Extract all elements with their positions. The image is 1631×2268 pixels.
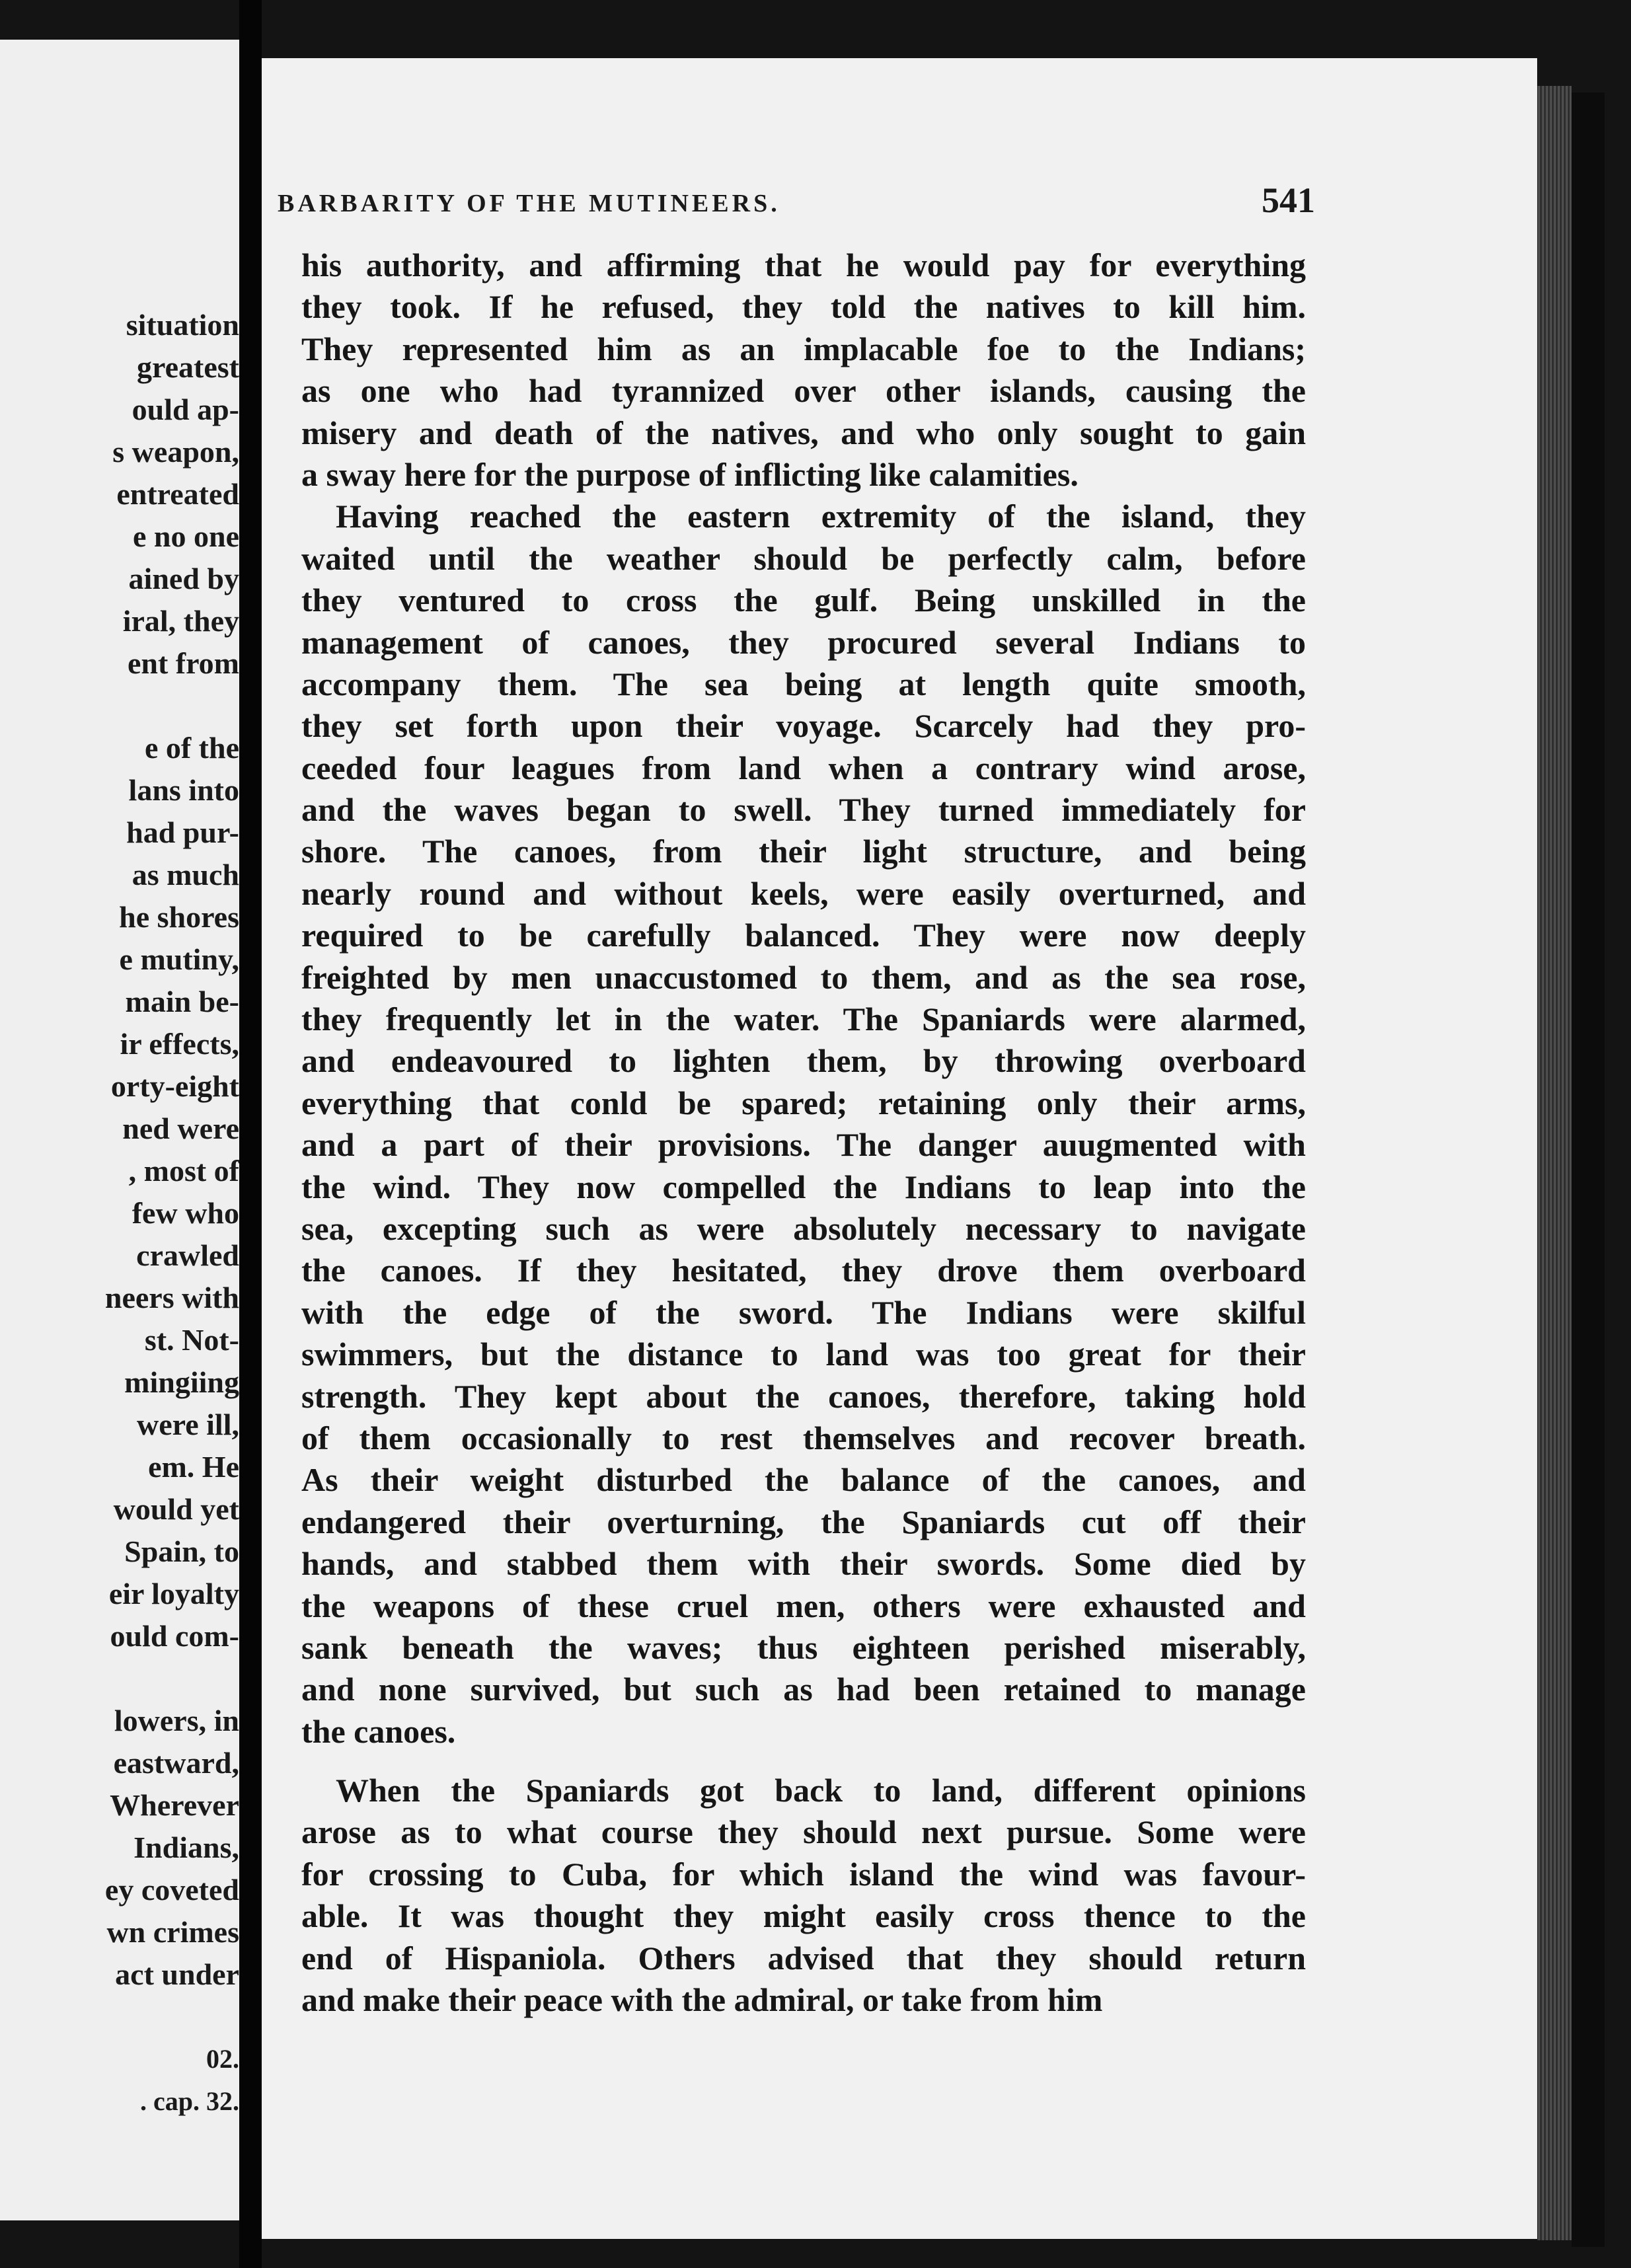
text-line: they set forth upon their voyage. Scarcely had they pro- — [301, 707, 1306, 745]
text-line: they ventured to cross the gulf. Being unskilled in the — [301, 582, 1306, 619]
left-page-text — [0, 304, 239, 2123]
text-line: the canoes. — [301, 1712, 456, 1750]
text-line: the canoes. If they hesitated, they drove them overboard — [301, 1252, 1306, 1289]
text-line: strength. They kept about the canoes, therefore, taking hold — [301, 1377, 1306, 1415]
body-text — [301, 245, 1306, 2021]
paragraph — [301, 1770, 1306, 2021]
text-line: the wind. They now compelled the Indians to leap into the — [301, 1168, 1306, 1205]
left-page-line: iral, they — [122, 604, 239, 638]
left-page-line: entreated — [116, 477, 239, 511]
text-line: sank beneath the waves; thus eighteen perished miserably, — [301, 1628, 1306, 1666]
text-line: freighted by men unaccustomed to them, and as the sea rose, — [301, 958, 1306, 996]
text-line: misery and death of the natives, and who only sought to gain — [301, 414, 1306, 451]
text-line: and make their peace with the admiral, or take from him — [301, 1981, 1103, 2019]
text-line: his authority, and affirming that he would pay for everything — [301, 246, 1306, 284]
left-page-line: he shores — [119, 900, 239, 934]
text-line: They represented him as an implacable foe to the Indians; — [301, 330, 1306, 367]
left-page-line: Wherever — [110, 1788, 239, 1822]
left-page-line — [0, 685, 239, 727]
text-line: able. It was thought they might easily cross thence to the — [301, 1897, 1306, 1935]
left-page-line: lowers, in — [114, 1704, 239, 1737]
left-page-line: wn crimes — [106, 1915, 239, 1949]
left-page-line: would yet — [113, 1492, 239, 1526]
left-page-line: as much — [132, 858, 239, 891]
left-page-line: lans into — [128, 773, 239, 807]
left-page-line: greatest — [137, 350, 239, 384]
left-page-line: ey coveted — [104, 1873, 239, 1907]
page-edges — [1537, 86, 1572, 2240]
text-line: Having reached the eastern extremity of the island, they — [336, 498, 1306, 535]
left-page-line: mingiing — [124, 1365, 239, 1399]
left-page-line: s weapon, — [112, 435, 239, 469]
left-page-line: ould ap- — [132, 393, 239, 426]
left-page-line: ent from — [127, 646, 239, 680]
left-page-line: eir loyalty — [108, 1577, 239, 1610]
text-line: sea, excepting such as were absolutely necessary to navigate — [301, 1209, 1306, 1247]
left-page-line: orty-eight — [110, 1069, 239, 1103]
left-page-line: had pur- — [126, 815, 239, 849]
text-line: with the edge of the sword. The Indians were skilful — [301, 1293, 1306, 1331]
page-number: 541 — [1262, 180, 1315, 220]
left-page-line: ould com- — [110, 1619, 239, 1653]
book-gutter — [239, 0, 262, 2268]
left-page-line: were ill, — [137, 1408, 239, 1441]
text-line: management of canoes, they procured several Indians to — [301, 623, 1306, 661]
left-page-line: Indians, — [133, 1831, 239, 1864]
left-page-line: em. He — [148, 1450, 239, 1484]
text-line: shore. The canoes, from their light structure, and being — [301, 833, 1306, 870]
text-line: When the Spaniards got back to land, different opinions — [336, 1772, 1306, 1809]
text-line: accompany them. The sea being at length quite smooth, — [301, 665, 1306, 702]
left-page-footnote: . cap. 32. — [140, 2086, 239, 2116]
text-line: endangered their overturning, the Spaniards cut off their — [301, 1503, 1306, 1540]
paragraph — [301, 496, 1306, 1753]
paragraph — [301, 245, 1306, 496]
text-line: of them occasionally to rest themselves and recover breath. — [301, 1419, 1306, 1456]
text-line: nearly round and without keels, were easily overturned, and — [301, 874, 1306, 912]
book-cover-edge — [1572, 93, 1605, 2247]
left-page-line: , most of — [128, 1154, 239, 1188]
text-line: arose as to what course they should next pursue. Some were — [301, 1813, 1306, 1851]
text-line: and the waves began to swell. They turned immediately for — [301, 791, 1306, 829]
left-page-line: neers with — [104, 1281, 239, 1314]
left-page-line: ir effects, — [120, 1027, 239, 1061]
left-page-line: situation — [126, 308, 239, 342]
text-line: hands, and stabbed them with their swords. Some died by — [301, 1545, 1306, 1583]
left-page-line: ned were — [122, 1112, 239, 1145]
left-page-line: few who — [132, 1196, 239, 1230]
left-page-line: ained by — [128, 562, 239, 595]
left-page-line: Spain, to — [124, 1534, 239, 1568]
text-line: they took. If he refused, they told the natives to kill him. — [301, 288, 1306, 326]
text-line: swimmers, but the distance to land was too great for their — [301, 1336, 1306, 1373]
left-page-line: main be- — [125, 985, 239, 1018]
left-facing-page — [0, 40, 239, 2220]
running-title: BARBARITY OF THE MUTINEERS. — [278, 190, 780, 217]
text-line: required to be carefully balanced. They were now deeply — [301, 917, 1306, 954]
text-line: and none survived, but such as had been retained to manage — [301, 1671, 1306, 1708]
text-line: for crossing to Cuba, for which island the wind was favour- — [301, 1855, 1306, 1893]
left-page-line: act under — [115, 1957, 239, 1991]
text-line: ceeded four leagues from land when a contrary wind arose, — [301, 749, 1306, 786]
left-page-line: crawled — [136, 1238, 239, 1272]
left-page-footnote: 02. — [206, 2044, 239, 2074]
left-page-line: e mutiny, — [119, 942, 239, 976]
text-line: and endeavoured to lighten them, by throwing overboard — [301, 1042, 1306, 1080]
left-page-line: st. Not- — [144, 1323, 239, 1357]
text-line: as one who had tyrannized over other islands, causing the — [301, 372, 1306, 410]
text-line: end of Hispaniola. Others advised that they should return — [301, 1939, 1306, 1977]
text-line: and a part of their provisions. The danger auugmented with — [301, 1126, 1306, 1164]
text-line: waited until the weather should be perfectly calm, before — [301, 539, 1306, 577]
left-page-line — [0, 1657, 239, 1700]
text-line: As their weight disturbed the balance of the canoes, and — [301, 1461, 1306, 1499]
text-line: everything that conld be spared; retaining only their arms, — [301, 1084, 1306, 1121]
left-page-line: eastward, — [113, 1746, 239, 1780]
left-page-line: e of the — [144, 731, 239, 765]
text-line: a sway here for the purpose of inflicting like calamities. — [301, 455, 1079, 493]
paragraph-spacer — [301, 1753, 1306, 1770]
text-line: they frequently let in the water. The Spaniards were alarmed, — [301, 1001, 1306, 1038]
text-line: the weapons of these cruel men, others were exhausted and — [301, 1587, 1306, 1624]
left-page-line: e no one — [133, 519, 239, 553]
left-page-spacer — [0, 1996, 239, 2038]
